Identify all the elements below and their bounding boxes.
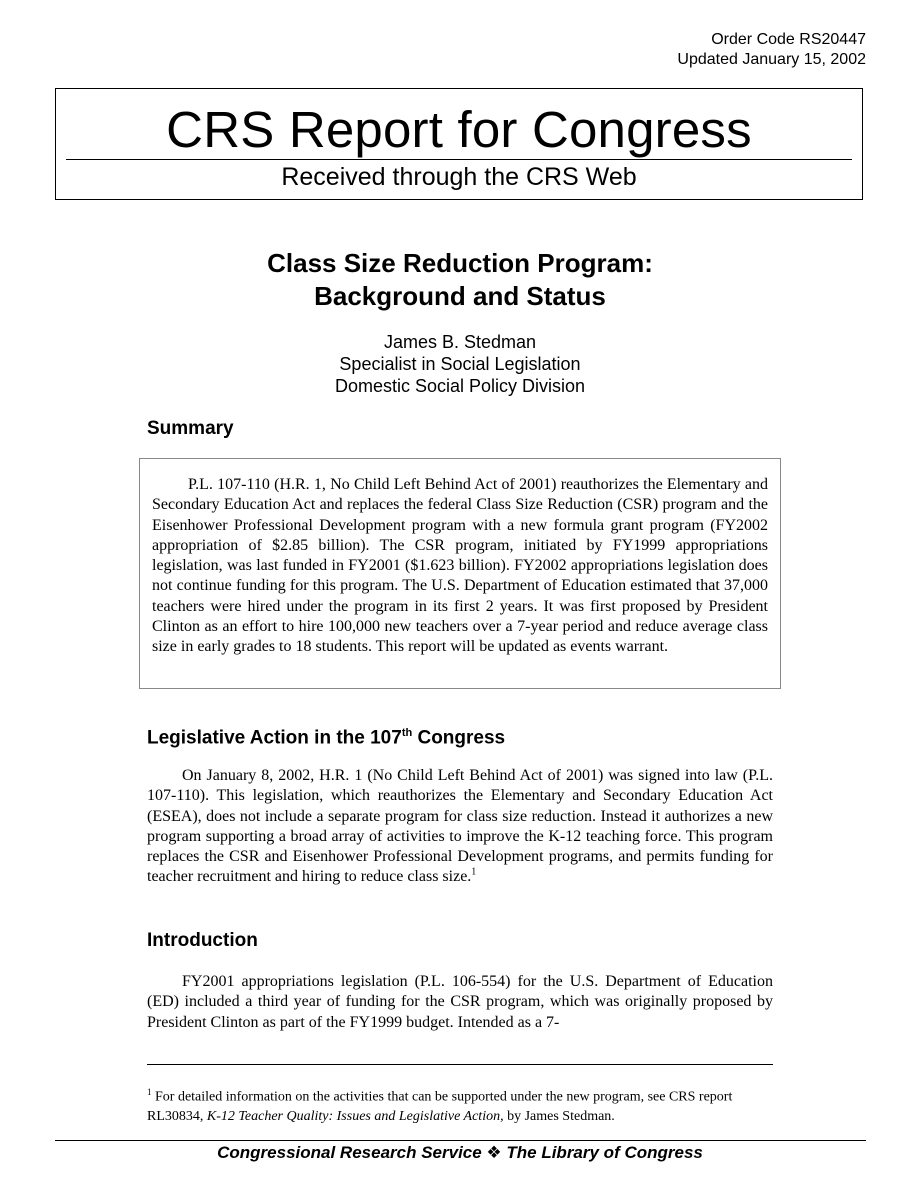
footnote-cited-title: K-12 Teacher Quality: Issues and Legislative Action bbox=[206, 1108, 501, 1124]
footnote-divider bbox=[147, 1064, 773, 1065]
author-block bbox=[0, 331, 920, 397]
legislative-text: On January 8, 2002, H.R. 1 (No Child Left Behind Act of 2001) was signed into law (P.L. 107-110). This legislation, which reauthorizes the Elementary and Secondary Education Act (ESEA), does not include a separate program for class size reduction. Instead it authorizes a new program supporting a broad array of activities to improve the K-12 teaching force. This program replaces the CSR and Eisenhower Professional Development programs, and permits funding for teacher recruitment and hiring to reduce class size. bbox=[147, 767, 773, 886]
summary-text: P.L. 107-110 (H.R. 1, No Child Left Behind Act of 2001) reauthorizes the Elementary and Secondary Education Act and replaces the federal Class Size Reduction (CSR) program and the Eisenhower Professional Development program with a new formula grant program (FY2002 appropriation of $2.85 billion). The CSR program, initiated by FY1999 appropriations legislation, was last funded in FY2001 ($1.623 billion). FY2002 appropriations legislation does not continue funding for this program. The U.S. Department of Education estimated that 37,000 teachers were hired under the program in its first 2 years. It was first proposed by President Clinton as an effort to hire 100,000 new teachers over a 7-year period and reduce average class size in early grades to 18 students. This report will be updated as events warrant. bbox=[152, 476, 768, 656]
footnote bbox=[147, 1083, 773, 1126]
legislative-heading-tail: Congress bbox=[412, 727, 506, 749]
author-name: James B. Stedman bbox=[383, 332, 537, 352]
legislative-heading bbox=[147, 721, 505, 750]
updated-date: Updated January 15, 2002 bbox=[677, 51, 866, 68]
footnote-number: 1 bbox=[147, 1087, 152, 1097]
legislative-heading-suffix: th bbox=[401, 727, 413, 739]
introduction-paragraph: FY2001 appropriations legislation (P.L. 106-554) for the U.S. Department of Education (ED) included a third year of funding for the CSR program, which was originally proposed by President Clinton as part of the FY1999 budget. Intended as a 7- bbox=[147, 973, 773, 1031]
author-division: Domestic Social Policy Division bbox=[334, 376, 586, 396]
page-footer-divider bbox=[55, 1140, 866, 1141]
summary-heading: Summary bbox=[147, 418, 234, 439]
report-title-line1: Class Size Reduction Program: bbox=[267, 248, 653, 278]
footnote-reference[interactable]: 1 bbox=[471, 867, 477, 879]
legislative-heading-text: Legislative Action in the 107 bbox=[147, 727, 402, 749]
page-footer: Congressional Research Service ❖ The Library of Congress bbox=[217, 1143, 703, 1162]
order-code-block bbox=[677, 30, 866, 70]
report-title-line2: Background and Status bbox=[314, 281, 606, 311]
banner-title: CRS Report for Congress bbox=[166, 101, 752, 158]
banner-divider bbox=[66, 159, 852, 160]
order-code: Order Code RS20447 bbox=[711, 31, 866, 48]
author-title: Specialist in Social Legislation bbox=[339, 354, 581, 374]
summary-box bbox=[139, 458, 781, 689]
crs-banner bbox=[55, 88, 863, 200]
footnote-text-start: For detailed information on the activities that can be supported under the new program, see CRS report RL30834, bbox=[147, 1089, 733, 1124]
banner-subtitle: Received through the CRS Web bbox=[281, 163, 637, 191]
report-title bbox=[0, 247, 920, 313]
legislative-paragraph bbox=[147, 766, 773, 888]
introduction-heading: Introduction bbox=[147, 930, 258, 951]
footnote-text-end: , by James Stedman. bbox=[500, 1108, 615, 1124]
